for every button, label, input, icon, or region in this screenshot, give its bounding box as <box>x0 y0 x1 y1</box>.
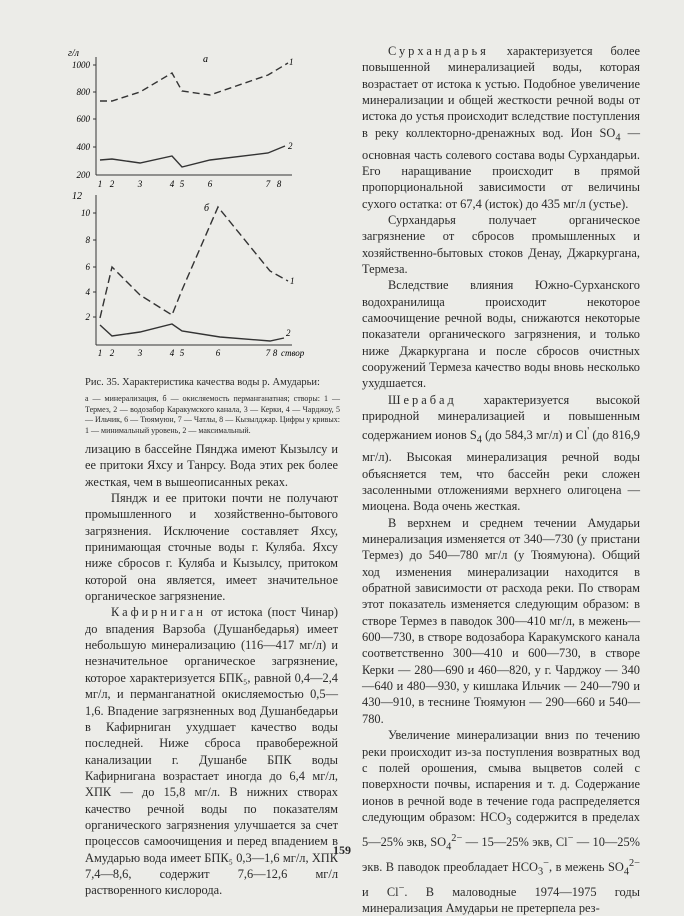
bottom-x-label: 8 <box>272 348 278 358</box>
paragraph-text: (до 816,9 мг/л). Высокая минерализация речной воды объясняется тем, что бассейн реки сложен засоленными отложениями верхнего олигоцена — миоцена. Вода очень жесткая. <box>362 428 640 514</box>
superscript: 2− <box>628 857 640 869</box>
paragraph: лизацию в бассейне Пянджа имеют Кызылсу и ее притоки Яхсу и Танрсу. Вода этих рек более жесткая, чем в вышеописанных реках. <box>85 442 338 489</box>
bottom-tick: 8 <box>85 235 90 245</box>
top-x-label: 4 <box>169 179 175 189</box>
top-curve-a-1 <box>100 63 288 101</box>
paragraph-text: — основная часть солевого состава воды Сурхандарьи. Его наращивание происходит в прямой пропорциональной зависимости от величины сухого остатка: от 67,4 (исток) до 435 мг/л (устье). <box>362 125 640 211</box>
paragraph <box>362 727 640 916</box>
superscript: 2− <box>451 832 463 844</box>
paragraph <box>362 392 640 515</box>
bottom-x-label: 1 <box>97 348 103 358</box>
top-x-label: 1 <box>97 179 103 189</box>
superscript: − <box>398 882 405 894</box>
subscript: 3 <box>537 866 544 878</box>
curve-label-1: 1 <box>289 57 294 67</box>
paragraph: Пяндж и ее притоки почти не получают промышленного и хозяйственно-бытового загрязнения. Исключение составляет Яхсу, принимающая сточные воды г. Куляба. Яхсу ниже сбросов г. Куляба и Кызылсу, притоком которой она является, имеет значительное органическое загрязнение. <box>85 491 338 604</box>
curve-label-1: 1 <box>290 276 295 286</box>
top-curve-a-2 <box>100 146 285 167</box>
paragraph: Вследствие влияния Южно-Сурханского водохранилища происходит некоторое самоочищение речной воды, снижаются некоторые показатели органического загрязнения, и только ниже Джаркургана и после сбросов очистных сооружений Термеза качество воды вновь несколько ухудшается. <box>362 278 640 391</box>
top-tick: 600 <box>76 114 90 124</box>
page-number: 159 <box>333 843 351 857</box>
subscript: 4 <box>615 132 621 144</box>
caption-legend: а — минерализация, б — окисляемость перманганатная; створы: 1 — Термез, 2 — водозабор Каракумского канала, 3 — Керки, 4 — Чарджоу, 5 — Ильчик, 6 — Тюямуюн, 7 — Чатлы, 8 — Кызылджар. Цифры у кривых: 1 — минимальный уровень, 2 — максимальный. <box>85 394 340 435</box>
top-letter: а <box>203 54 208 65</box>
top-x-label: 6 <box>207 179 213 189</box>
river-name: Шерабад <box>388 392 457 407</box>
superscript: ' <box>587 426 590 438</box>
top-x-label: 7 <box>265 179 271 189</box>
top-x-label: 8 <box>276 179 282 189</box>
paragraph: В верхнем и среднем течении Амударьи минерализация изменяется от 340—730 (у пристани Термез) до 540—780 мг/л (у Тюямуюна). Общий ход изменения минерализации находится в обратной зависимости от расхода реки. По створам этот показатель изменяется следующим образом: в створе Термез в паводок 300—410 мг/л, в межень—600—730, в створе водозабора Каракумского канала соответственно 300—410 и 600—730, в створе Керки — 280—690 и 460—820, у г. Чарджоу — 340—640 и 480—930, у кишлака Ильчик — 240—790 и 430—910, в теснине Тюямуюн — 290—660 и 540—780. <box>362 515 640 726</box>
caption-title: Рис. 35. Характеристика качества воды р. Амударьи: <box>85 377 320 388</box>
paragraph: Сурхандарья получает органическое загрязнение от сбросов промышленных и хозяйственно-бытовых стоков Денау, Джаркургана, Термеза. <box>362 212 640 276</box>
river-name: Сурхандарья <box>388 44 489 58</box>
subscript: 3 <box>506 816 512 828</box>
top-tick: 400 <box>76 142 90 152</box>
paragraph-text: — 10—25% экв. В паводок преобладает HCO <box>362 834 640 874</box>
paragraph-text: характеризуется более повышенной минерализацией воды, которая возрастает от истока к устью. Подобное увеличение минерализации и общей жесткости речной воды от истока до устья происходит вследствие поступления в реку коллекторно-дренажных вод. Ион SO <box>362 44 640 140</box>
bottom-x-label: 4 <box>169 348 175 358</box>
subscript: 4 <box>446 841 452 853</box>
paragraph-text: (до 584,3 мг/л) и Cl <box>481 428 588 443</box>
bottom-x-label: 6 <box>215 348 221 358</box>
top-unit-label: г/л <box>68 48 80 59</box>
bottom-tick: 10 <box>81 208 90 218</box>
paragraph-text: от истока (пост Чинар) до впадения Варзоба (Душанбедарья) имеет небольшую минерализацию (116—417 мг/л) и незначительное органическое загрязнение, которое характеризуется БПК₅, равной 0,4—2,4 мг/л, и перманганатной окисляемостью 0,5—1,6. Впадение загрязненных вод Душанбедарьи в Кафирниган ухудшает качество воды последней. Ниже сброса правобережной канализации г. Душанбе БПК воды Кафирнигана возрастает иногда до 6,4 мг/л, ХПК — до 15,8 мг/л. В нижних створах качество речной воды по показателям органического загрязнения улучшается за счет процессов самоочищения и перед впадением в Амударью вода имеет БПК₅ 0,3—1,6 мг/л, ХПК 7,4—8,6, содержит 7,6—12,6 мг/л растворенного кислорода. <box>85 605 338 898</box>
paragraph-text: — 15—25% экв, Cl <box>462 834 568 849</box>
bottom-tick: 4 <box>85 287 90 297</box>
paragraph <box>362 43 640 212</box>
top-x-label: 3 <box>137 179 143 189</box>
subscript: 4 <box>476 434 482 446</box>
top-x-label: 2 <box>109 179 115 189</box>
bottom-x-label: 3 <box>137 348 143 358</box>
bottom-tick: 2 <box>85 312 90 322</box>
figure-35-chart <box>60 45 320 375</box>
paragraph-text: Увеличение минерализации вниз по течению реки происходит из-за поступления возвратных вод с полей орошения, смыва выцветов солей с поверхности почвы, испарения и т. д. Содержание ионов в речной воде в течение года распределяется следующим образом: HCO <box>362 728 640 824</box>
bottom-curve-b-2 <box>100 324 284 341</box>
figure-caption <box>85 377 340 436</box>
bottom-letter: б <box>204 203 210 214</box>
bottom-x-label: 2 <box>109 348 115 358</box>
bottom-x-extra: створ <box>281 348 305 358</box>
river-name: Кафирниган <box>111 605 206 620</box>
paragraph-text: характеризуется высокой природной минерализацией и повышенным содержанием ионов S <box>362 392 640 443</box>
bottom-curve-b-1 <box>100 207 288 318</box>
paragraph-text: содержится в пределах 5—25% экв, SO <box>362 809 641 849</box>
paragraph-text: и Cl <box>362 884 399 899</box>
curve-label-2: 2 <box>286 328 291 338</box>
superscript: − <box>543 857 549 869</box>
top-x-label: 5 <box>179 179 185 189</box>
right-column <box>362 43 640 916</box>
bottom-x-label: 7 <box>265 348 271 358</box>
bottom-tick: 6 <box>85 262 90 272</box>
bottom-unit-label: 12 <box>72 191 82 202</box>
paragraph-text: , в межень SO <box>548 859 624 874</box>
paragraph-text: . В маловодные 1974—1975 годы минерализация Амударьи не претерпела рез- <box>362 884 640 916</box>
curve-label-2: 2 <box>288 141 293 151</box>
bottom-x-label: 5 <box>179 348 185 358</box>
top-tick: 800 <box>76 87 90 97</box>
left-column <box>85 441 338 899</box>
top-tick: 200 <box>76 170 90 180</box>
superscript: − <box>567 832 574 844</box>
subscript: 4 <box>623 866 629 878</box>
top-tick: 1000 <box>72 60 90 70</box>
